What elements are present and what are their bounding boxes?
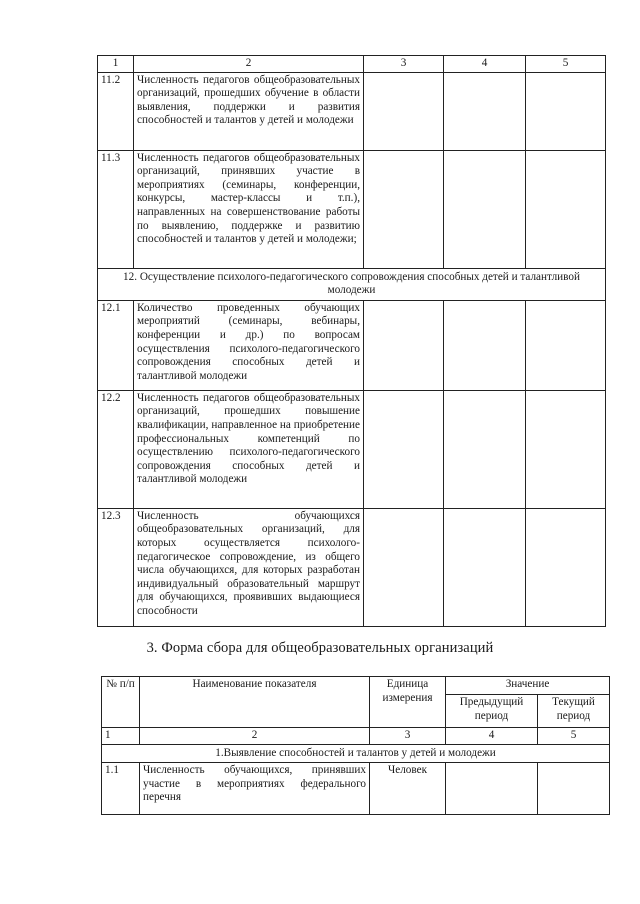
- row-number: 11.2: [98, 72, 134, 150]
- curr-value-cell: [526, 300, 606, 390]
- col-number-3: 3: [370, 728, 446, 745]
- prev-value-cell: [446, 763, 538, 815]
- indicator-text: Численность обучающихся общеобразовательных организаций, для которых осуществляется психолого-педагогическое сопровождение, из общего числа обучающихся, для которых разработан индивидуальный образовательный маршрут для обучающихся, проявивших выдающиеся способности: [134, 508, 364, 626]
- curr-value-cell: [538, 763, 610, 815]
- table-row: [98, 300, 606, 390]
- row-number: 12.1: [98, 300, 134, 390]
- table-row: [98, 150, 606, 268]
- indicator-text: Численность педагогов общеобразовательных организаций, прошедших обучение в области выявления, поддержки и развития способностей и талантов у детей и молодежи: [134, 72, 364, 150]
- col-number-4: 4: [446, 728, 538, 745]
- unit-cell: [364, 300, 444, 390]
- section-row: [102, 744, 610, 763]
- table-row: [98, 390, 606, 508]
- row-number: 1.1: [102, 763, 140, 815]
- header-prev-period: Предыдущий период: [446, 695, 538, 728]
- indicator-text: Количество проведенных обучающих мероприятий (семинары, вебинары, конференции и др.) по вопросам осуществления психолого-педагогического сопровождения способных детей и талантливой молодежи: [134, 300, 364, 390]
- row-number: 12.2: [98, 390, 134, 508]
- table-row: [98, 72, 606, 150]
- table-row: [98, 508, 606, 626]
- unit-cell: [364, 150, 444, 268]
- unit-cell: [364, 508, 444, 626]
- prev-value-cell: [444, 72, 526, 150]
- curr-value-cell: [526, 390, 606, 508]
- section-heading: 1.Выявление способностей и талантов у детей и молодежи: [102, 744, 610, 763]
- header-indicator-name: Наименование показателя: [140, 677, 370, 728]
- section-heading: 12. Осуществление психолого-педагогического сопровождения способных детей и талантливой молодежи: [98, 268, 606, 300]
- header-row: [102, 677, 610, 695]
- col-number-2: 2: [140, 728, 370, 745]
- prev-value-cell: [444, 150, 526, 268]
- header-curr-period: Текущий период: [538, 695, 610, 728]
- col-number-1: 1: [98, 56, 134, 73]
- prev-value-cell: [444, 390, 526, 508]
- col-number-5: 5: [526, 56, 606, 73]
- curr-value-cell: [526, 72, 606, 150]
- table-row: [102, 763, 610, 815]
- header-unit: Единица измерения: [370, 677, 446, 728]
- indicator-text: Численность педагогов общеобразовательных организаций, принявших участие в мероприятиях (семинары, конференции, конкурсы, мастер-классы и т.п.), направленных на совершенствование работы по выявлению, поддержке и развитию способностей и талантов у детей и молодежи;: [134, 150, 364, 268]
- indicator-text: Численность обучающихся, принявших участие в мероприятиях федерального перечня: [140, 763, 370, 815]
- prev-value-cell: [444, 508, 526, 626]
- column-number-row: [102, 728, 610, 745]
- col-number-2: 2: [134, 56, 364, 73]
- collection-form-table: [101, 676, 610, 815]
- curr-value-cell: [526, 150, 606, 268]
- indicator-text: Численность педагогов общеобразовательных организаций, прошедших повышение квалификации, направленное на приобретение профессиональных компетенций по осуществлению психолого-педагогического сопровождения способных детей и талантливой молодежи: [134, 390, 364, 508]
- unit-cell: Человек: [370, 763, 446, 815]
- column-number-row: [98, 56, 606, 73]
- header-value: Значение: [446, 677, 610, 695]
- col-number-4: 4: [444, 56, 526, 73]
- indicators-table-continued: [97, 55, 606, 627]
- unit-cell: [364, 390, 444, 508]
- header-number: № п/п: [102, 677, 140, 728]
- row-number: 11.3: [98, 150, 134, 268]
- section-row: [98, 268, 606, 300]
- col-number-1: 1: [102, 728, 140, 745]
- curr-value-cell: [526, 508, 606, 626]
- col-number-3: 3: [364, 56, 444, 73]
- prev-value-cell: [444, 300, 526, 390]
- section-3-title: 3. Форма сбора для общеобразовательных организаций: [146, 640, 494, 656]
- unit-cell: [364, 72, 444, 150]
- row-number: 12.3: [98, 508, 134, 626]
- col-number-5: 5: [538, 728, 610, 745]
